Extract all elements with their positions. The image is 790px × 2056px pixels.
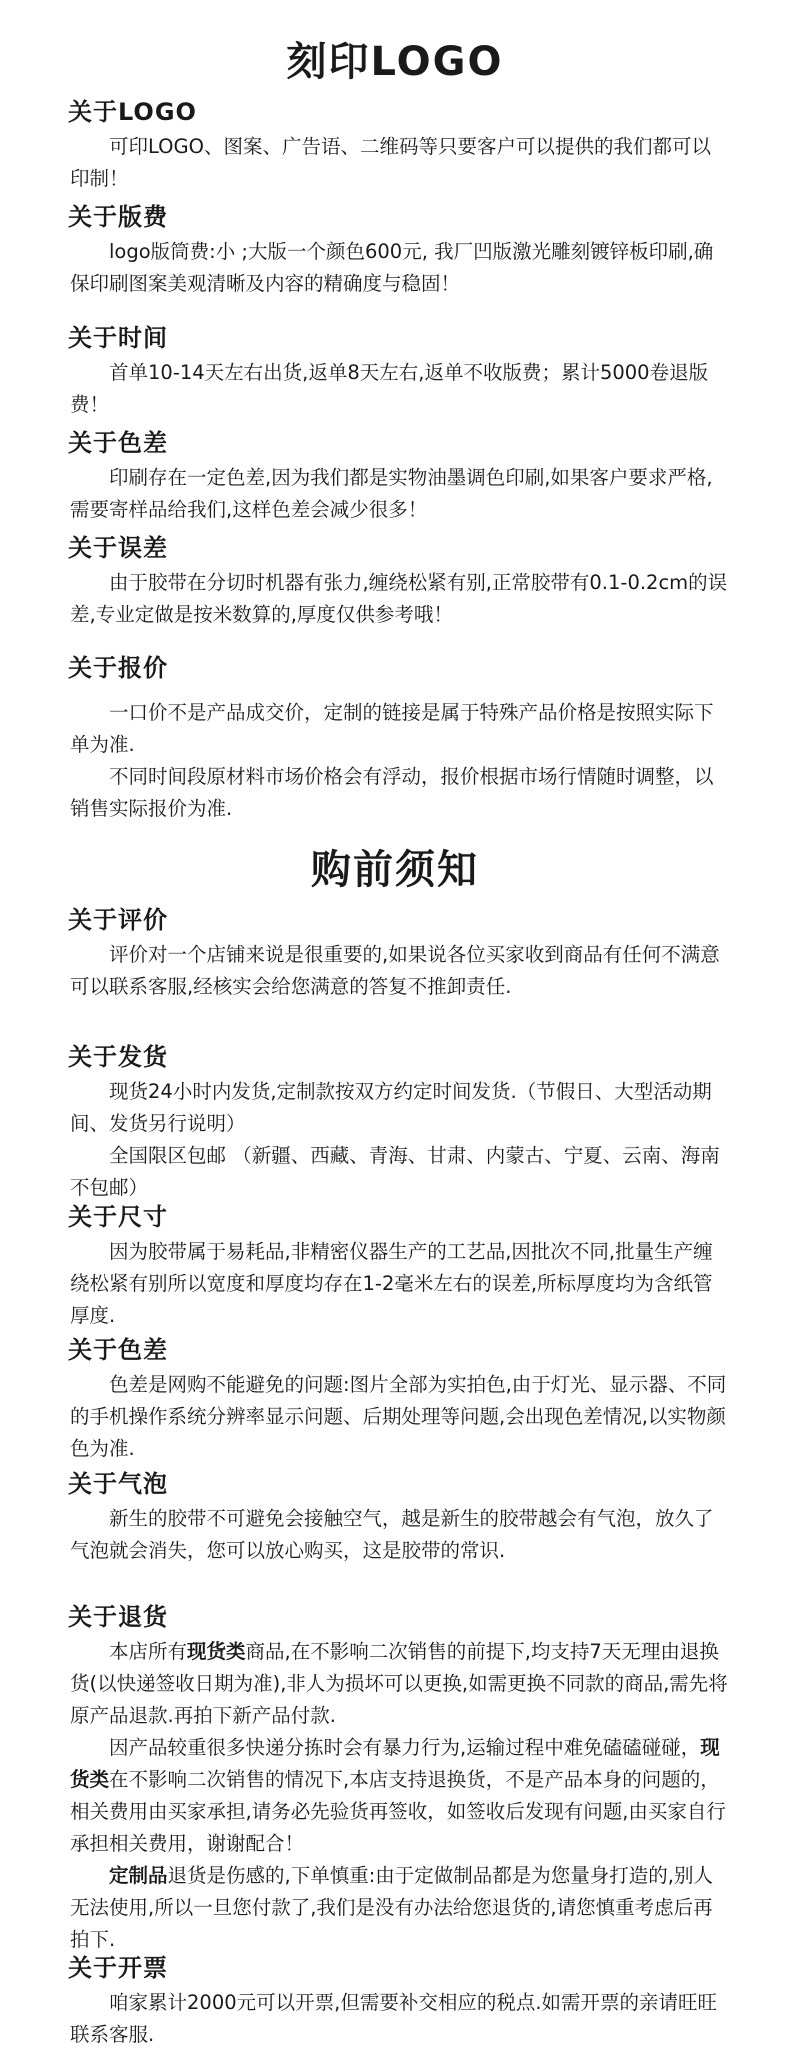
section-title: 关于版费 (68, 203, 168, 231)
section-title: 关于气泡 (68, 1470, 168, 1498)
text-run: 因产品较重很多快递分拣时会有暴力行为,运输过程中难免磕磕碰碰， (109, 1736, 701, 1759)
section-title: 关于LOGO (68, 98, 197, 126)
section-text: logo版筒费:小 ;大版一个颜色600元, 我厂凹版激光雕刻镀锌板印刷,确保印刷图案美观清晰及内容的精确度与稳固！ (70, 240, 714, 295)
section-text: 咱家累计2000元可以开票,但需要补交相应的税点.如需开票的亲请旺旺联系客服. (70, 1991, 718, 2046)
section-title: 关于评价 (68, 906, 168, 934)
section-text: 现货24小时内发货,定制款按双方约定时间发货.（节假日、大型活动期间、发货另行说明） (70, 1080, 712, 1135)
section-text: 因为胶带属于易耗品,非精密仪器生产的工艺品,因批次不同,批量生产缠绕松紧有别所以宽度和厚度均存在1-2毫米左右的误差,所标厚度均为含纸管厚度. (70, 1240, 713, 1327)
section-about-review (70, 900, 730, 1003)
section-title: 关于退货 (68, 1603, 168, 1631)
logo-section-title: 刻印LOGO (286, 39, 504, 85)
section-text: 新生的胶带不可避免会接触空气，越是新生的胶带越会有气泡，放久了气泡就会消失，您可以放心购买，这是胶带的常识. (70, 1507, 714, 1562)
section-about-invoice (70, 1948, 730, 2051)
section-title: 关于报价 (68, 654, 168, 682)
section-text: 评价对一个店铺来说是很重要的,如果说各位买家收到商品有任何不满意可以联系客服,经核实会给您满意的答复不推卸责任. (70, 943, 720, 998)
section-text: 一口价不是产品成交价，定制的链接是属于特殊产品价格是按照实际下单为准. (70, 701, 714, 756)
section-text (70, 1732, 730, 1860)
section-about-tolerance (70, 528, 730, 631)
section-text: 首单10-14天左右出货,返单8天左右,返单不收版费；累计5000卷退版费！ (70, 361, 709, 416)
section-title: 关于误差 (68, 534, 168, 562)
section-text: 由于胶带在分切时机器有张力,缠绕松紧有别,正常胶带有0.1-0.2cm的误差,专业定做是按米数算的,厚度仅供参考哦！ (70, 571, 728, 626)
section-about-size (70, 1197, 730, 1332)
section-title: 关于色差 (68, 429, 168, 457)
section-text: 全国限区包邮 （新疆、西藏、青海、甘肃、内蒙古、宁夏、云南、海南不包邮） (70, 1144, 720, 1199)
section-title: 关于色差 (68, 1336, 168, 1364)
section-about-color-diff (70, 1330, 730, 1465)
section-title: 关于时间 (68, 324, 168, 352)
section-about-plate-fee (70, 197, 730, 300)
section-text: 印刷存在一定色差,因为我们都是实物油墨调色印刷,如果客户要求严格,需要寄样品给我们,这样色差会减少很多！ (70, 466, 713, 521)
section-text (70, 1860, 730, 1956)
section-text: 不同时间段原材料市场价格会有浮动，报价根据市场行情随时调整，以销售实际报价为准. (70, 765, 714, 820)
section-about-logo (70, 92, 730, 195)
section-about-time (70, 318, 730, 421)
text-run: 本店所有 (109, 1640, 188, 1663)
section-text (70, 1636, 730, 1732)
section-about-color (70, 423, 730, 526)
section-about-returns (70, 1597, 730, 1956)
section-about-quote (70, 648, 730, 825)
text-run: 退货是伤感的,下单慎重:由于定做制品都是为您量身打造的,别人无法使用,所以一旦您付款了,我们是没有办法给您退货的,请您慎重考虑后再拍下. (70, 1864, 713, 1951)
section-text: 色差是网购不能避免的问题:图片全部为实拍色,由于灯光、显示器、不同的手机操作系统分辨率显示问题、后期处理等问题,会出现色差情况,以实物颜色为准. (70, 1373, 727, 1460)
highlight-text: 现货类 (70, 1736, 720, 1791)
highlight-text: 现货类 (187, 1640, 246, 1663)
section-title: 关于开票 (68, 1954, 168, 1982)
section-text: 可印LOGO、图案、广告语、二维码等只要客户可以提供的我们都可以印制！ (70, 135, 711, 190)
section-about-shipping (70, 1037, 730, 1204)
text-run: 在不影响二次销售的情况下,本店支持退换货，不是产品本身的问题的，相关费用由买家承担,请务必先验货再签收，如签收后发现有问题,由买家自行承担相关费用，谢谢配合！ (70, 1768, 726, 1855)
prepurchase-notice-title: 购前须知 (311, 847, 479, 893)
section-title: 关于尺寸 (68, 1203, 168, 1231)
section-title: 关于发货 (68, 1043, 168, 1071)
text-run: 商品,在不影响二次销售的前提下,均支持7天无理由退换货(以快递签收日期为准),非人为损坏可以更换,如需更换不同款的商品,需先将原产品退款.再拍下新产品付款. (70, 1640, 728, 1727)
highlight-text: 定制品 (109, 1864, 168, 1887)
section-about-bubbles (70, 1464, 730, 1567)
